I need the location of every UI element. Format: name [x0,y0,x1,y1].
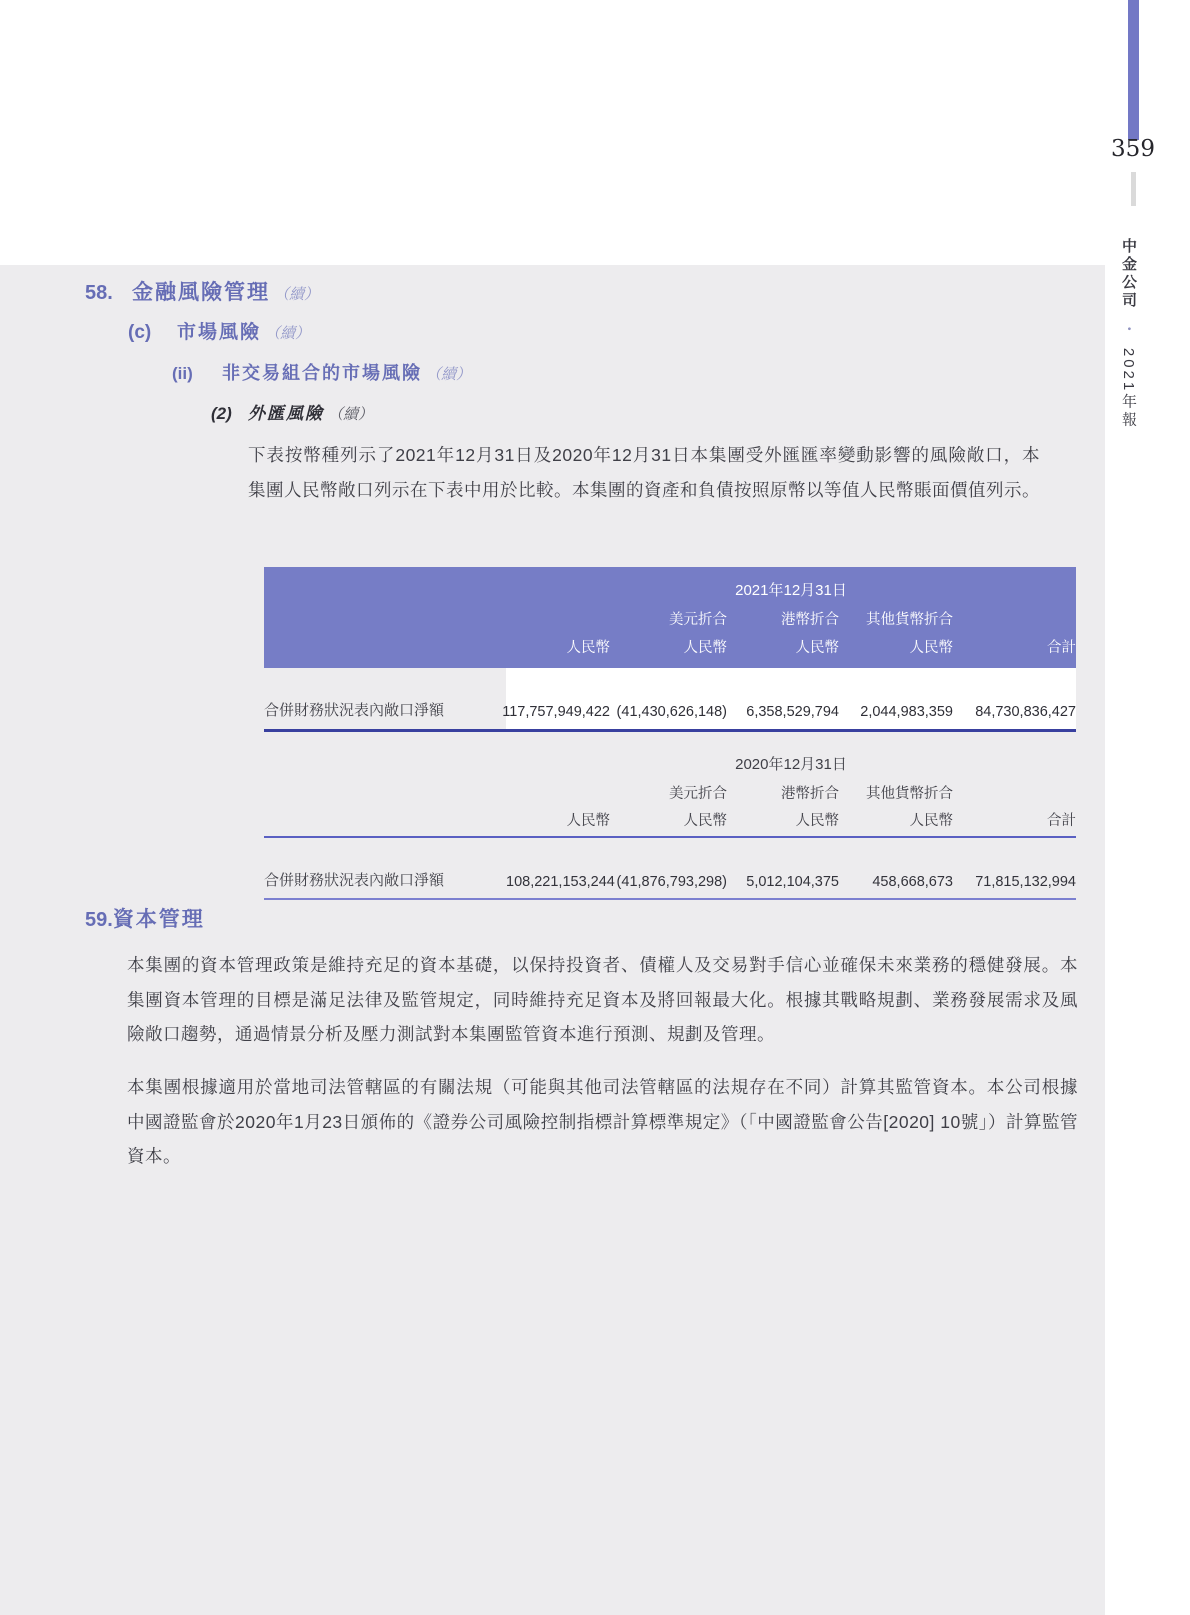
value-rmb: 108,221,153,244 [506,874,615,890]
col-group-usd: 美元折合 [669,612,727,628]
col-header-total: 合計 [1047,813,1076,829]
col-group-other: 其他貨幣折合 [866,612,953,628]
section-59-title: 資本管理 [112,908,205,931]
section-58-continued: （續） [274,286,320,303]
value-total: 84,730,836,427 [953,668,1076,729]
col-header-rmb: 人民幣 [566,813,610,829]
col-header-hkd-rmb: 人民幣 [795,813,839,829]
col-group-hkd: 港幣折合 [781,786,839,802]
section-58-title: 金融風險管理 [132,281,270,304]
subsection-2-continued: （續） [328,406,374,423]
section-58-heading [85,276,319,306]
capital-management-paragraph-1: 本集團的資本管理政策是維持充足的資本基礎，以保持投資者、債權人及交易對手信心並確保未來業務的穩健發展。本集團資本管理的目標是滿足法律及監管規定，同時維持充足資本及將回報最大化。根據其戰略規劃、業務發展需求及風險敞口趨勢，通過情景分析及壓力測試對本集團監管資本進行預測、規劃及管理。 [127,955,1078,1044]
subsection-2-heading [211,399,373,424]
subsection-ii-heading [172,359,471,385]
table-row [264,838,1076,898]
fx-table-2020-date: 2020年12月31日 [735,756,847,773]
fx-table-2020-body [264,838,1076,900]
value-rmb: 117,757,949,422 [506,668,610,729]
col-header-usd-rmb: 人民幣 [683,813,727,829]
fx-table-2020-header [264,750,1076,838]
value-total: 71,815,132,994 [975,874,1076,890]
fx-risk-paragraph: 下表按幣種列示了2021年12月31日及2020年12月31日本集團受外匯匯率變動影響的風險敞口，本集團人民幣敞口列示在下表中用於比較。本集團的資產和負債按照原幣以等值人民幣賬面價值列示。 [248,445,1040,500]
col-header-hkd-rmb: 人民幣 [795,640,839,656]
col-group-hkd: 港幣折合 [781,612,839,628]
value-hkd: 5,012,104,375 [746,874,839,890]
fx-table-2021-header [264,567,1076,668]
col-group-usd: 美元折合 [669,786,727,802]
section-59-heading [85,903,205,933]
subsection-ii-continued: （續） [426,366,472,383]
row-label: 合併財務狀況表內敞口淨額 [264,702,445,719]
table-row [264,668,1076,729]
value-hkd: 6,358,529,794 [727,668,839,729]
section-58-number: 58. [85,282,113,304]
row-label: 合併財務狀況表內敞口淨額 [264,872,445,889]
fx-exposure-table-2020 [264,750,1076,900]
subsection-2-title: 外匯風險 [248,404,324,423]
subsection-c-continued: （續） [265,325,311,342]
capital-management-paragraph-2: 本集團根據適用於當地司法管轄區的有關法規（可能與其他司法管轄區的法規存在不同）計算其監管資本。本公司根據中國證監會於2020年1月23日頒佈的《證券公司風險控制指標計算標準規定》（「中國證監會公告[2020] 10號」）計算監管資本。 [127,1077,1078,1166]
value-usd: (41,876,793,298) [616,874,727,890]
section-59-number: 59. [85,909,113,931]
subsection-c-label: (c) [128,322,152,343]
value-other: 2,044,983,359 [839,668,953,729]
col-header-rmb: 人民幣 [566,640,610,656]
vertical-bullet: • [1123,327,1134,331]
fx-table-2021-date: 2021年12月31日 [735,582,847,599]
subsection-c-title: 市場風險 [177,322,262,343]
page-number: 359 [1111,136,1155,162]
vertical-caption [1118,238,1139,498]
subsection-c-heading [128,317,310,344]
fx-table-2021-body [264,668,1076,729]
subsection-ii-label: (ii) [172,364,193,383]
page-number-tick [1131,172,1136,206]
col-header-other-rmb: 人民幣 [909,640,953,656]
col-header-other-rmb: 人民幣 [909,813,953,829]
col-header-usd-rmb: 人民幣 [683,640,727,656]
value-other: 458,668,673 [872,874,953,890]
col-header-total: 合計 [1047,640,1076,656]
subsection-ii-title: 非交易組合的市場風險 [222,363,422,383]
value-usd: (41,430,626,148) [610,668,727,729]
col-group-other: 其他貨幣折合 [866,786,953,802]
fx-exposure-table-2021 [264,567,1076,732]
vertical-report-year: 2021年報 [1120,347,1137,430]
edge-accent-bar [1128,0,1139,140]
subsection-2-label: (2) [211,404,232,423]
vertical-company-name: 中金公司 [1120,238,1137,310]
